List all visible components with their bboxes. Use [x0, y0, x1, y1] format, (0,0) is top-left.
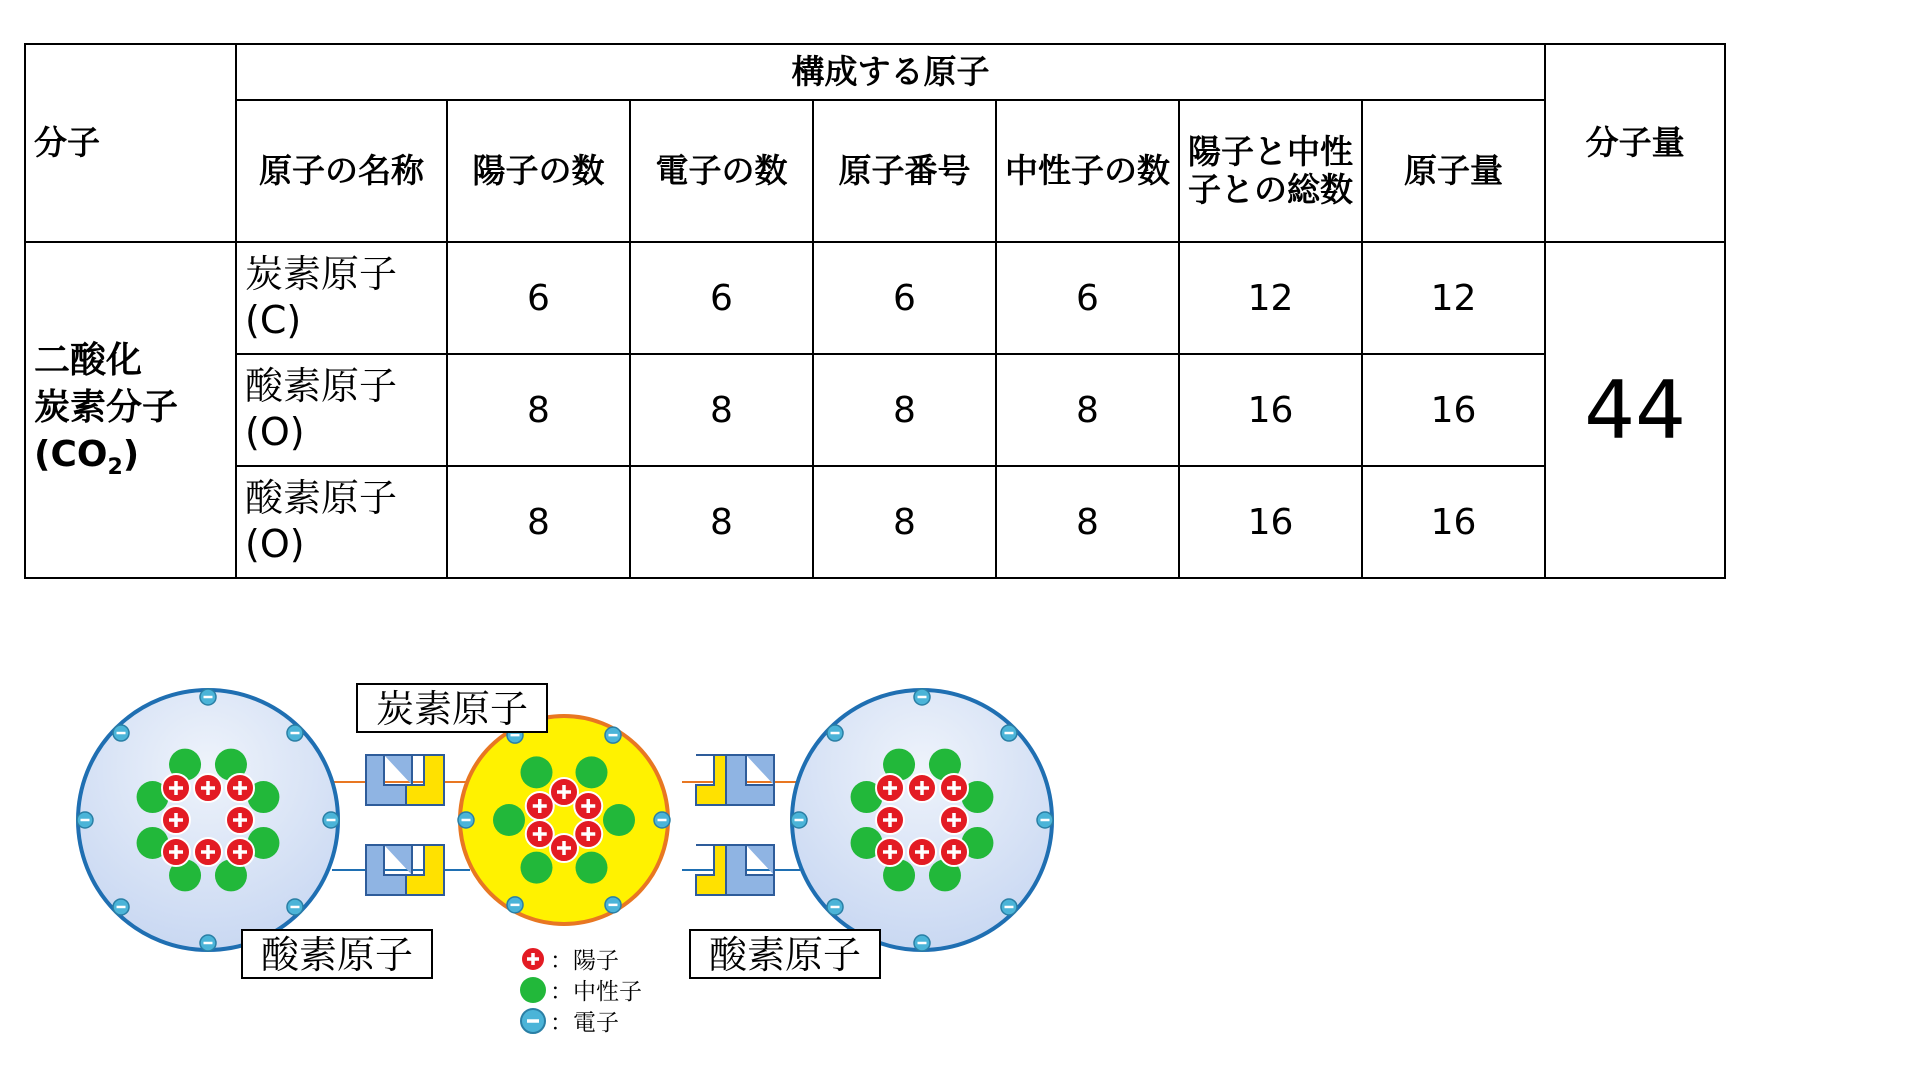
electron	[113, 899, 129, 915]
atom-shell	[460, 716, 668, 924]
atom-name-cell	[236, 354, 447, 466]
table-row	[25, 354, 1725, 466]
neutron	[576, 852, 608, 884]
proton-count-cell: 8	[447, 354, 630, 466]
electron	[507, 897, 523, 913]
atomic-mass-cell: 16	[1362, 466, 1545, 578]
molecule-line-2: 炭素分子	[34, 386, 179, 428]
electron	[914, 935, 930, 951]
neutron	[603, 804, 635, 836]
carbon-label-text: 炭素原子	[375, 687, 529, 731]
molecule-name-cell	[25, 242, 236, 578]
bond-connector	[366, 755, 444, 805]
legend-electron-label: ：電子	[550, 1010, 619, 1036]
co2-molecule-diagram	[0, 640, 1100, 1060]
electron	[791, 812, 807, 828]
oxygen-left-label-text: 酸素原子	[260, 933, 414, 977]
electron	[323, 812, 339, 828]
electron	[827, 725, 843, 741]
proton	[574, 820, 602, 848]
proton	[876, 806, 904, 834]
atom-name-cell	[236, 466, 447, 578]
atom-symbol: (C)	[245, 298, 302, 342]
header-molecular-mass: 分子量	[1545, 44, 1725, 242]
table-row	[25, 242, 1725, 354]
proton-count-cell: 8	[447, 466, 630, 578]
electron-count-cell: 6	[630, 242, 813, 354]
atom-name-cell	[236, 242, 447, 354]
atom-name: 酸素原子	[245, 476, 398, 521]
proton	[940, 774, 968, 802]
oxygen-left-label	[242, 930, 432, 978]
electron	[1001, 725, 1017, 741]
proton	[226, 838, 254, 866]
proton	[876, 774, 904, 802]
neutron	[576, 756, 608, 788]
atomic-mass-cell: 12	[1362, 242, 1545, 354]
electron	[605, 897, 621, 913]
legend-neutron	[520, 977, 642, 1005]
formula-subscript: 2	[107, 454, 123, 480]
proton	[550, 834, 578, 862]
proton	[550, 778, 578, 806]
electron	[605, 727, 621, 743]
neutron-icon	[520, 977, 546, 1003]
oxygen-right-label-text: 酸素原子	[708, 933, 862, 977]
proton	[908, 838, 936, 866]
atom-symbol: (O)	[245, 522, 305, 566]
proton	[876, 838, 904, 866]
proton	[162, 838, 190, 866]
electron	[287, 725, 303, 741]
electron	[200, 689, 216, 705]
electron	[77, 812, 93, 828]
header-atomic-mass: 原子量	[1362, 100, 1545, 242]
carbon-atom	[458, 716, 670, 924]
oxygen-atom-right	[791, 689, 1053, 951]
proton	[162, 806, 190, 834]
oxygen-atom-left	[77, 689, 339, 951]
electron	[287, 899, 303, 915]
neutron	[521, 852, 553, 884]
molecule-line-1: 二酸化	[34, 339, 143, 381]
electron	[1037, 812, 1053, 828]
nucleon-total-cell: 16	[1179, 354, 1362, 466]
proton	[526, 792, 554, 820]
electron-count-cell: 8	[630, 466, 813, 578]
electron	[1001, 899, 1017, 915]
atom-symbol: (O)	[245, 410, 305, 454]
proton-count-cell: 6	[447, 242, 630, 354]
atom-name: 炭素原子	[245, 252, 398, 297]
electron	[458, 812, 474, 828]
proton	[940, 806, 968, 834]
proton	[940, 838, 968, 866]
bond-connector	[696, 755, 774, 805]
molecular-mass-cell: 44	[1545, 242, 1725, 578]
neutron	[521, 756, 553, 788]
legend-proton-label: ：陽子	[550, 948, 619, 974]
formula-base: (CO	[34, 433, 108, 475]
atomic-number-cell: 8	[813, 466, 996, 578]
legend	[520, 947, 642, 1036]
legend-electron	[521, 1009, 619, 1036]
header-atomic-number: 原子番号	[813, 100, 996, 242]
neutron	[493, 804, 525, 836]
electron	[200, 935, 216, 951]
proton	[574, 792, 602, 820]
electron	[914, 689, 930, 705]
electron	[654, 812, 670, 828]
atom-name: 酸素原子	[245, 364, 398, 409]
header-nucleon-total: 陽子と中性子との総数	[1179, 100, 1362, 242]
neutron-count-cell: 8	[996, 466, 1179, 578]
header-atom-name: 原子の名称	[236, 100, 447, 242]
neutron-count-cell: 6	[996, 242, 1179, 354]
proton	[194, 838, 222, 866]
header-electron-count: 電子の数	[630, 100, 813, 242]
atom-composition-table	[24, 43, 1726, 579]
proton	[526, 820, 554, 848]
electron	[827, 899, 843, 915]
electron-count-cell: 8	[630, 354, 813, 466]
neutron-count-cell: 8	[996, 354, 1179, 466]
header-molecule: 分子	[25, 44, 236, 242]
carbon-label	[357, 684, 547, 732]
electron	[113, 725, 129, 741]
proton	[226, 774, 254, 802]
proton	[194, 774, 222, 802]
header-proton-count: 陽子の数	[447, 100, 630, 242]
header-neutron-count: 中性子の数	[996, 100, 1179, 242]
nucleon-total-cell: 12	[1179, 242, 1362, 354]
atomic-number-cell: 6	[813, 242, 996, 354]
legend-neutron-label: ：中性子	[550, 979, 642, 1005]
atomic-number-cell: 8	[813, 354, 996, 466]
atomic-mass-cell: 16	[1362, 354, 1545, 466]
proton	[908, 774, 936, 802]
nucleon-total-cell: 16	[1179, 466, 1362, 578]
proton	[162, 774, 190, 802]
molecule-formula	[34, 433, 140, 480]
formula-close: )	[122, 433, 140, 475]
oxygen-right-label	[690, 930, 880, 978]
legend-proton	[521, 947, 619, 974]
table-row	[25, 466, 1725, 578]
header-atoms-group: 構成する原子	[236, 44, 1545, 100]
proton	[226, 806, 254, 834]
